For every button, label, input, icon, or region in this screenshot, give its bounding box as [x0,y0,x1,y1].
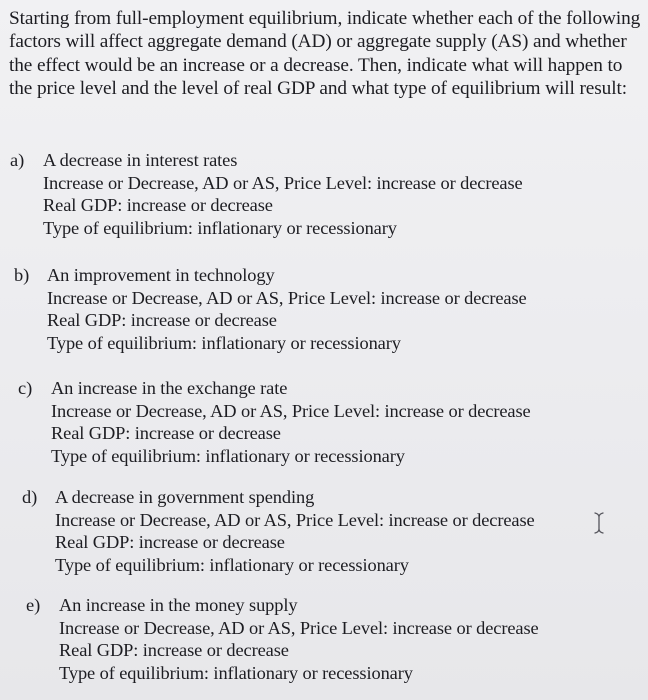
factor-text: A decrease in interest rates [43,150,238,170]
text-cursor-icon [593,511,605,535]
question-marker: a) [10,150,25,170]
equilibrium-type-line: Type of equilibrium: inflationary or recessionary [55,554,409,575]
factor-text: An improvement in technology [47,265,275,285]
ad-as-price-line: Increase or Decrease, AD or AS, Price Level: increase or decrease [43,172,523,193]
real-gdp-line: Real GDP: increase or decrease [59,640,289,660]
real-gdp-line: Real GDP: increase or decrease [47,310,277,330]
ad-as-price-line: Increase or Decrease, AD or AS, Price Level: increase or decrease [51,400,531,421]
real-gdp-line: Real GDP: increase or decrease [43,195,273,215]
question-marker: e) [26,595,41,615]
factor-text: A decrease in government spending [55,487,315,507]
equilibrium-type-line: Type of equilibrium: inflationary or recessionary [59,662,413,683]
ad-as-price-line: Increase or Decrease, AD or AS, Price Level: increase or decrease [55,509,535,530]
equilibrium-type-line: Type of equilibrium: inflationary or recessionary [43,217,397,238]
equilibrium-type-line: Type of equilibrium: inflationary or recessionary [51,445,405,466]
factor-text: An increase in the money supply [59,595,298,615]
ad-as-price-line: Increase or Decrease, AD or AS, Price Level: increase or decrease [59,617,539,638]
equilibrium-type-line: Type of equilibrium: inflationary or recessionary [47,332,401,353]
ad-as-price-line: Increase or Decrease, AD or AS, Price Level: increase or decrease [47,287,527,308]
real-gdp-line: Real GDP: increase or decrease [55,532,285,552]
real-gdp-line: Real GDP: increase or decrease [51,423,281,443]
question-marker: c) [18,378,33,398]
question-marker: d) [22,487,38,507]
instructions-paragraph: Starting from full-employment equilibrium, indicate whether each of the following factors will affect aggregate demand (AD) or aggregate supply (AS) and whether the effect would be an increase or a decrease. Then, indicate what will happen to the price level and the level of real GDP and what type of equilibrium will result: [9,8,641,99]
factor-text: An increase in the exchange rate [51,378,288,398]
question-marker: b) [14,265,30,285]
